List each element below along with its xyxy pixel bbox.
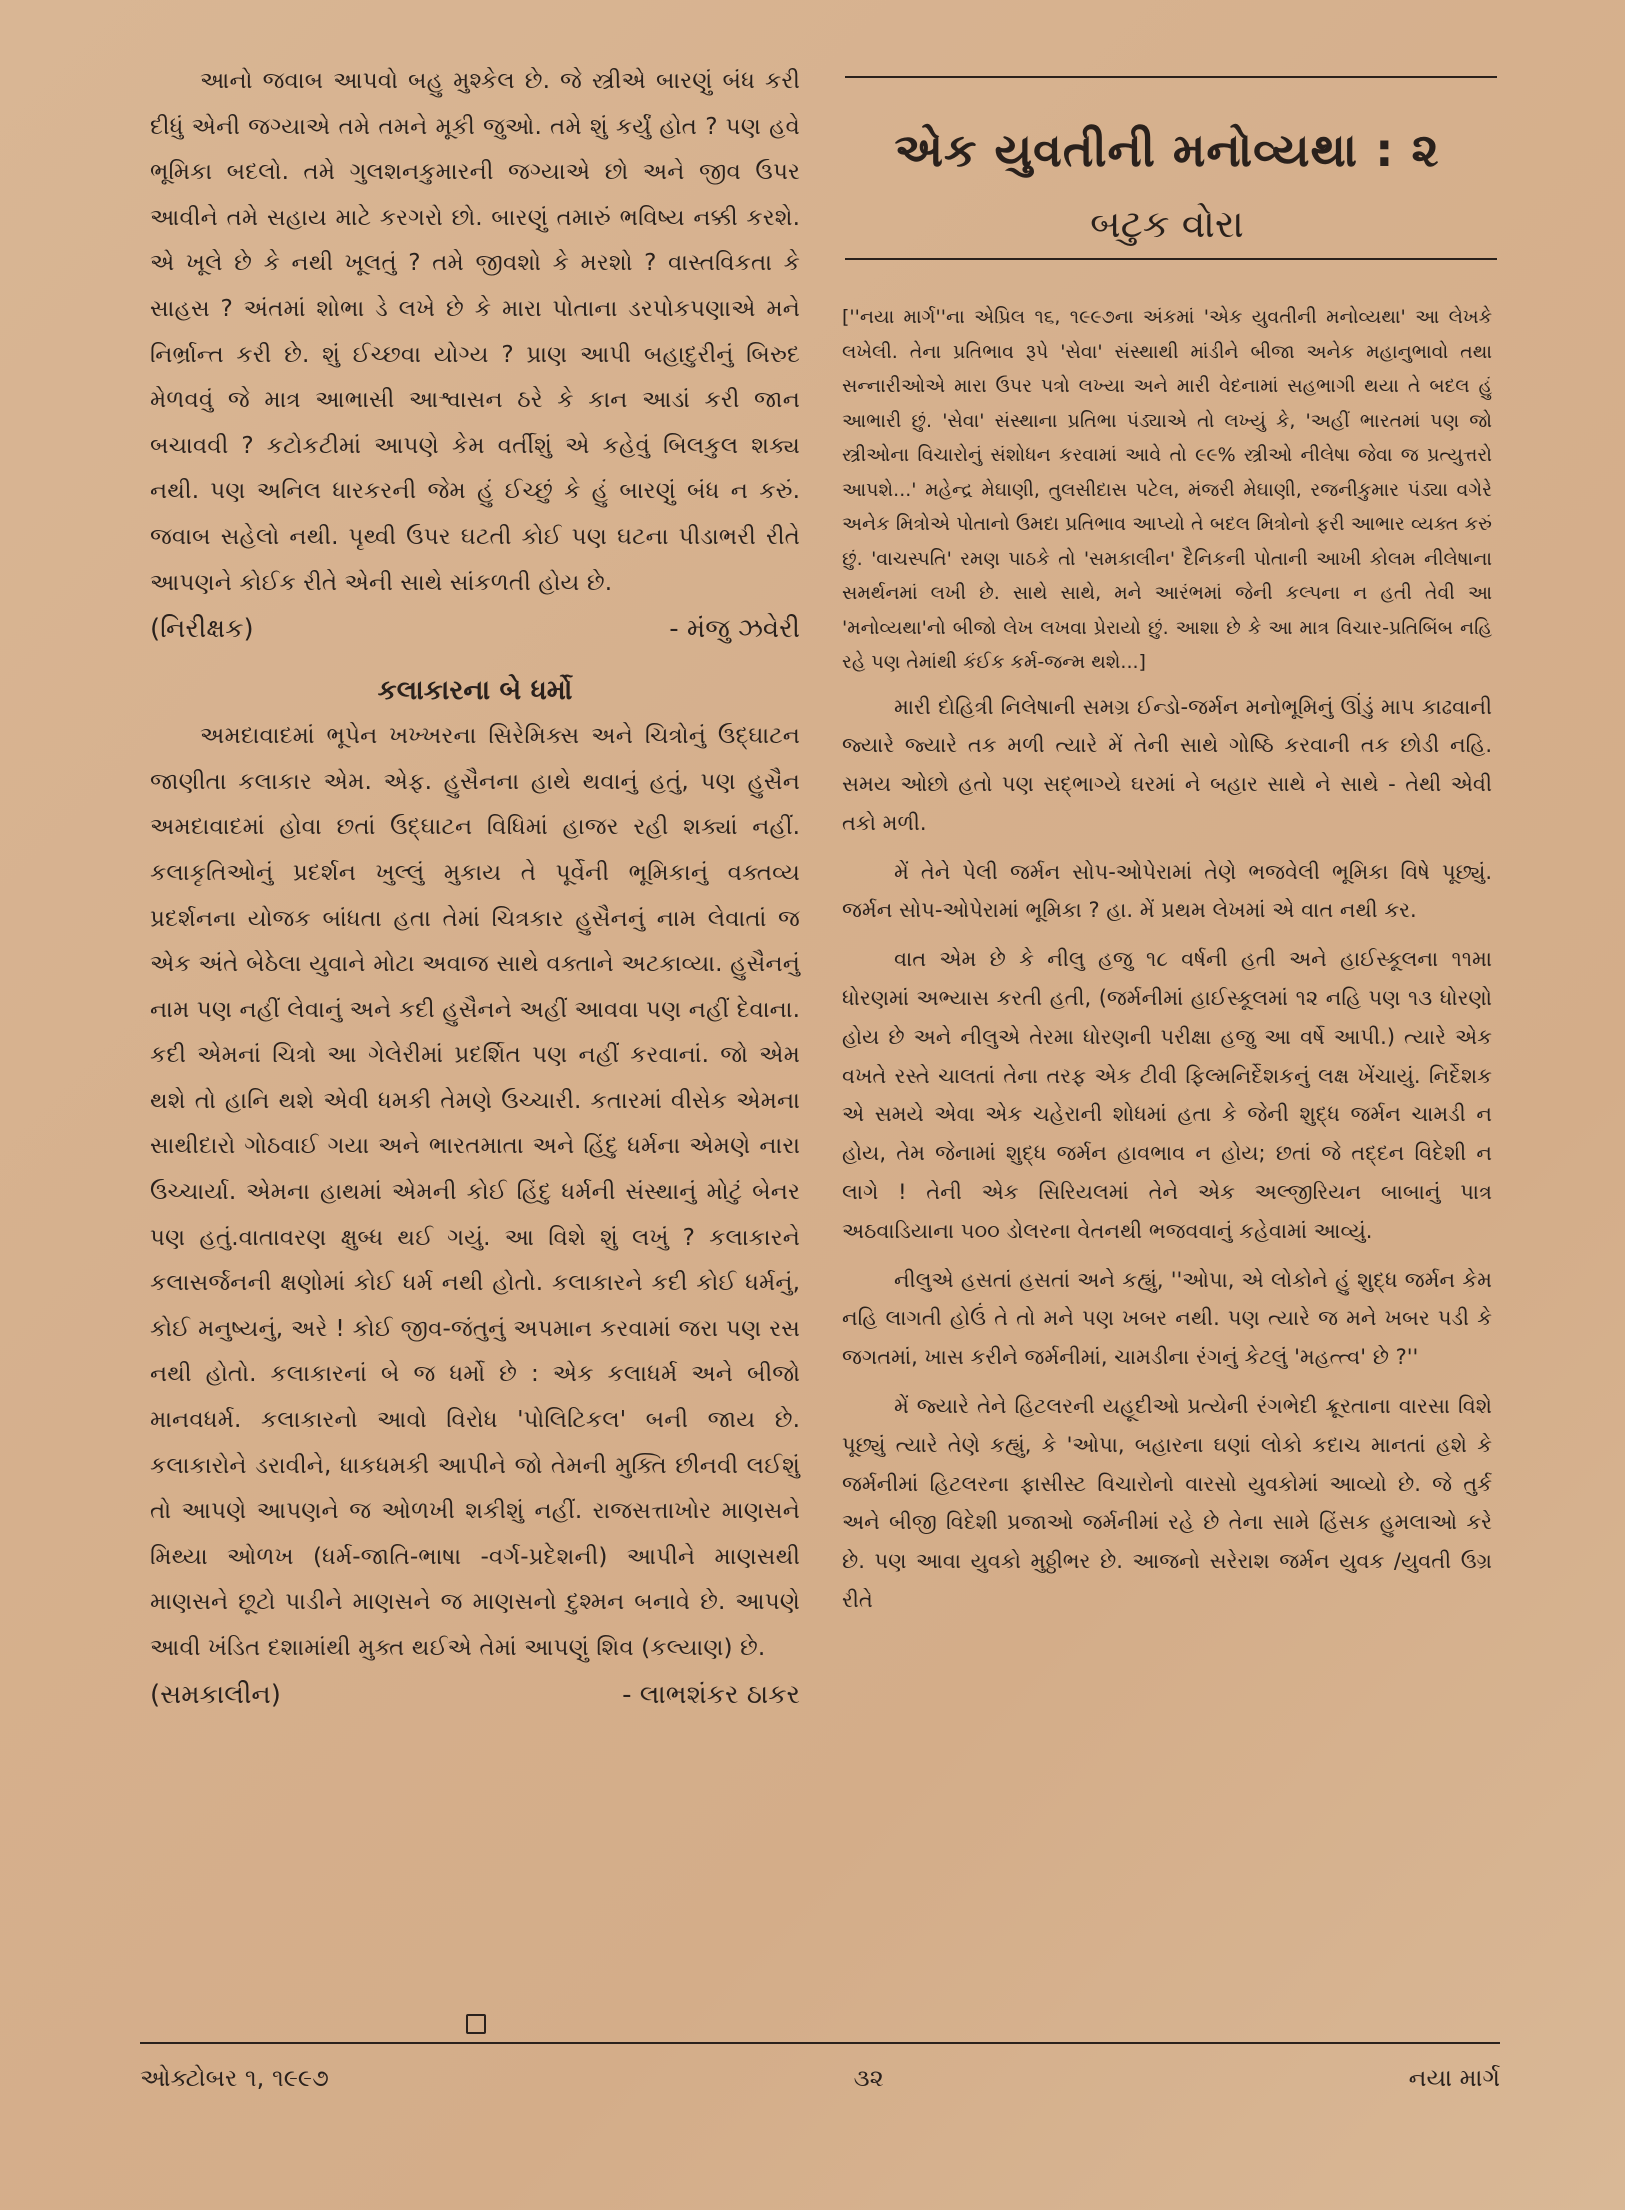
right-text-block: [842, 688, 1492, 1620]
paragraph: મારી દોહિત્રી નિલેષાની સમગ્ર ઈન્ડો-જર્મન મનોભૂમિનું ઊંડું માપ કાઢવાની જ્યારે જ્યારે તક મળી ત્યારે મેં તેની સાથે ગોષ્ઠિ કરવાની તક છોડી નહિ. સમય ઓછો હતો પણ સદ્ભાગ્યે ઘરમાં ને બહાર સાથે ને સાથે - તેથી એવી તકો મળી.: [842, 694, 1492, 835]
paragraph: અમદાવાદમાં ભૂપેન ખખ્ખરના સિરેમિક્સ અને ચિત્રોનું ઉદ્ઘાટન જાણીતા કલાકાર એમ. એફ. હુસૈનના હાથે થવાનું હતું, પણ હુસૈન અમદાવાદમાં હોવા છતાં ઉદ્ઘાટન વિધિમાં હાજર રહી શક્યાં નહીં. કલાકૃતિઓનું પ્રદર્શન ખુલ્લું મુકાય તે પૂર્વેની ભૂમિકાનું વક્તવ્ય પ્રદર્શનના યોજક બાંધતા હતા તેમાં ચિત્રકાર હુસૈનનું નામ લેવાતાં જ એક અંતે બેઠેલા યુવાને મોટા અવાજ સાથે વક્તાને અટકાવ્યા. હુસૈનનું નામ પણ નહીં લેવાનું અને કદી હુસૈનને અહીં આવવા પણ નહીં દેવાના. કદી એમનાં ચિત્રો આ ગેલેરીમાં પ્રદર્શિત પણ નહીં કરવાનાં. જો એમ થશે તો હાનિ થશે એવી ધમકી તેમણે ઉચ્ચારી. કતારમાં વીસેક એમના સાથીદારો ગોઠવાઈ ગયા અને ભારતમાતા અને હિંદુ ધર્મના એમણે નારા ઉચ્ચાર્યા. એમના હાથમાં એમની કોઈ હિંદુ ધર્મની સંસ્થાનું મોટું બેનર પણ હતું.વાતાવરણ ક્ષુબ્ધ થઈ ગયું. આ વિશે શું લખું ? કલાકારને કલાસર્જનની ક્ષણોમાં કોઈ ધર્મ નથી હોતો. કલાકારને કદી કોઈ ધર્મનું, કોઈ મનુષ્યનું, અરે ! કોઈ જીવ-જંતુનું અપમાન કરવામાં જરા પણ રસ નથી હોતો. કલાકારનાં બે જ ધર્મો છે : એક કલાધર્મ અને બીજો માનવધર્મ. કલાકારનો આવો વિરોધ 'પોલિટિકલ' બની જાય છે. કલાકારોને ડરાવીને, ધાકધમકી આપીને જો તેમની મુક્તિ છીનવી લઈશું તો આપણે આપણને જ ઓળખી શકીશું નહીં. રાજસત્તાખોર માણસને મિથ્યા ઓળખ (ધર્મ-જાતિ-ભાષા -વર્ગ-પ્રદેશની) આપીને માણસથી માણસને છૂટો પાડીને માણસને જ માણસનો દુશ્મન બનાવે છે. આપણે આવી ખંડિત દશામાંથી મુક્ત થઈએ તેમાં આપણું શિવ (કલ્યાણ) છે.: [150, 722, 800, 1661]
intro-note: [''નયા માર્ગ''ના એપ્રિલ ૧૬, ૧૯૯૭ના અંકમાં 'એક યુવતીની મનોવ્યથા' આ લેખકે લખેલી. તેના પ્રતિભાવ રૂપે 'સેવા' સંસ્થાથી માંડીને બીજા અનેક મહાનુભાવો તથા સન્નારીઓએ મારા ઉપર પત્રો લખ્યા અને મારી વેદનામાં સહભાગી થયા તે બદલ હું આભારી છું. 'સેવા' સંસ્થાના પ્રતિભા પંડ્યાએ તો લખ્યું કે, 'અહીં ભારતમાં પણ જો સ્ત્રીઓના વિચારોનું સંશોધન કરવામાં આવે તો ૯૯% સ્ત્રીઓ નીલેષા જેવા જ પ્રત્યુત્તરો આપશે...' મહેન્દ્ર મેઘાણી, તુલસીદાસ પટેલ, મંજરી મેઘાણી, રજનીકુમાર પંડ્યા વગેરે અનેક મિત્રોએ પોતાનો ઉમદા પ્રતિભાવ આપ્યો તે બદલ મિત્રોનો ફરી આભાર વ્યક્ત કરું છું. 'વાચસ્પતિ' રમણ પાઠકે તો 'સમકાલીન' દૈનિકની પોતાની આખી કોલમ નીલેષાના સમર્થનમાં લખી છે. સાથે સાથે, મને આરંભમાં જેની કલ્પના ન હતી તેવી આ 'મનોવ્યથા'નો બીજો લેખ લખવા પ્રેરાયો છું. આશા છે કે આ માત્ર વિચાર-પ્રતિબિંબ નહિ રહે પણ તેમાંથી કંઈક કર્મ-જન્મ થશે...]: [842, 306, 1492, 673]
article-author: બટુક વોરા: [1090, 202, 1244, 246]
author-label: - લાભશંકર ઠાકર: [622, 1679, 800, 1710]
left-column: [150, 58, 800, 1717]
footer-rule: [140, 2042, 1500, 2044]
paragraph: મેં તેને પેલી જર્મન સોપ-ઓપેરામાં તેણે ભજવેલી ભૂમિકા વિષે પૂછ્યું. જર્મન સોપ-ઓપેરામાં ભૂમિકા ? હા. મેં પ્રથમ લેખમાં એ વાત નથી કર.: [842, 859, 1492, 923]
paragraph: મેં જ્યારે તેને હિટલરની યહૂદીઓ પ્રત્યેની રંગભેદી ક્રૂરતાના વારસા વિશે પૂછ્યું ત્યારે તેણે કહ્યું, કે 'ઓપા, બહારના ઘણાં લોકો કદાચ માનતાં હશે કે જર્મનીમાં હિટલરના ફાસીસ્ટ વિચારોનો વારસો યુવકોમાં આવ્યો છે. જે તુર્ક અને બીજી વિદેશી પ્રજાઓ જર્મનીમાં રહે છે તેના સામે હિંસક હુમલાઓ કરે છે. પણ આવા યુવકો મુઠ્ઠીભર છે. આજનો સરેરાશ જર્મન યુવક /યુવતી ઉગ્ર રીતે: [842, 1394, 1492, 1613]
article-title: એક યુવતીની મનોવ્યથા : ૨: [894, 123, 1440, 177]
magazine-name: નયા માર્ગ: [1408, 2064, 1500, 2092]
page-number: ૩૨: [853, 2064, 884, 2092]
source-label: (સમકાલીન): [150, 1679, 281, 1710]
end-mark-icon: [466, 2014, 486, 2034]
paragraph: નીલુએ હસતાં હસતાં અને કહ્યું, ''ઓપા, એ લોકોને હું શુદ્ધ જર્મન કેમ નહિ લાગતી હોઉં તે તો મને પણ ખબર નથી. પણ ત્યારે જ મને ખબર પડી કે જગતમાં, ખાસ કરીને જર્મનીમાં, ચામડીના રંગનું કેટલું 'મહત્ત્વ' છે ?'': [842, 1267, 1492, 1370]
source-label: (નિરીક્ષક): [150, 614, 254, 645]
right-column: [842, 58, 1492, 1630]
signature-row: [150, 607, 800, 651]
footer-date: ઓક્ટોબર ૧, ૧૯૯૭: [140, 2064, 329, 2092]
left-text-block: [150, 58, 800, 1717]
section-title: કલાકારના બે ધર્મો: [377, 675, 573, 707]
page-footer: [140, 2064, 1500, 2092]
paragraph: આનો જવાબ આપવો બહુ મુશ્કેલ છે. જે સ્ત્રીએ બારણું બંધ કરી દીધું એની જગ્યાએ તમે તમને મૂકી જુઓ. તમે શું કર્યું હોત ? પણ હવે ભૂમિકા બદલો. તમે ગુલશનકુમારની જગ્યાએ છો અને જીવ ઉપર આવીને તમે સહાય માટે કરગરો છો. બારણું તમારું ભવિષ્ય નક્કી કરશે. એ ખૂલે છે કે નથી ખૂલતું ? તમે જીવશો કે મરશો ? વાસ્તવિકતા કે સાહસ ? અંતમાં શોભા ડે લખે છે કે મારા પોતાના ડરપોકપણાએ મને નિર્ભ્રાન્ત કરી છે. શું ઈચ્છવા યોગ્ય ? પ્રાણ આપી બહાદુરીનું બિરુદ મેળવવું જે માત્ર આભાસી આશ્વાસન ઠરે કે કાન આડાં કરી જાન બચાવવી ? કટોકટીમાં આપણે કેમ વર્તીશું એ કહેવું બિલકુલ શક્ય નથી. પણ અનિલ ધારકરની જેમ હું ઈચ્છું કે હું બારણું બંધ ન કરું. જવાબ સહેલો નથી. પૃથ્વી ઉપર ઘટતી કોઈ પણ ઘટના પીડાભરી રીતે આપણને કોઈક રીતે એની સાથે સાંકળતી હોય છે.: [150, 67, 800, 596]
author-label: - મંજુ ઝવેરી: [669, 614, 800, 645]
signature-row: [150, 1673, 800, 1717]
paragraph: વાત એમ છે કે નીલુ હજુ ૧૮ વર્ષની હતી અને હાઈસ્કૂલના ૧૧મા ધોરણમાં અભ્યાસ કરતી હતી, (જર્મનીમાં હાઈસ્કૂલમાં ૧૨ નહિ પણ ૧૩ ધોરણો હોય છે અને નીલુએ તેરમા ધોરણની પરીક્ષા હજુ આ વર્ષે આપી.) ત્યારે એક વખતે રસ્તે ચાલતાં તેના તરફ એક ટીવી ફિલ્મનિર્દેશકનું લક્ષ ખેંચાયું. નિર્દેશક એ સમયે એવા એક ચહેરાની શોધમાં હતા કે જેની શુદ્ધ જર્મન ચામડી ન હોય, તેમ જેનામાં શુદ્ધ જર્મન હાવભાવ ન હોય; છતાં જે તદ્દન વિદેશી ન લાગે ! તેની એક સિરિયલમાં તેને એક અલ્જીરિયન બાબાનું પાત્ર અઠવાડિયાના ૫૦૦ ડોલરના વેતનથી ભજવવાનું કહેવામાં આવ્યું.: [842, 947, 1492, 1243]
